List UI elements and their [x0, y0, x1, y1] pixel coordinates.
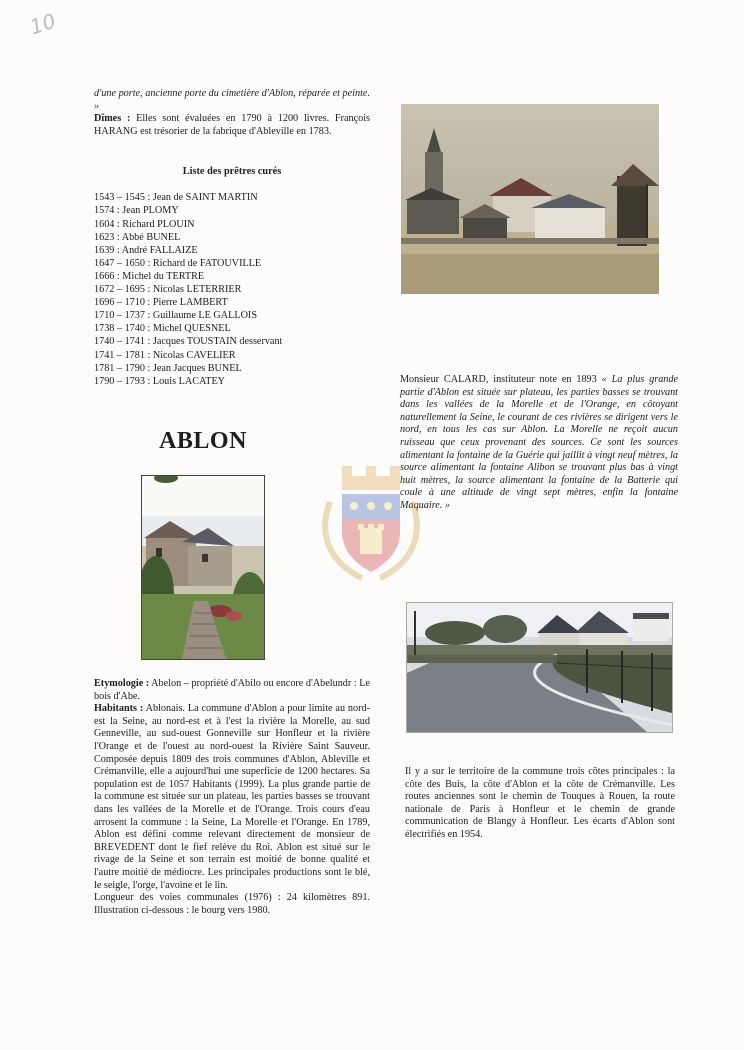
priest-entry: 1672 – 1695 : Nicolas LETERRIER [94, 284, 242, 296]
church-photo [401, 104, 659, 294]
calard-paragraph [400, 374, 678, 513]
priest-entry: 1543 – 1545 : Jean de SAINT MARTIN [94, 192, 258, 204]
priest-entry: 1781 – 1790 : Jean Jacques BUNEL [94, 362, 242, 374]
house-garden-photo [141, 475, 265, 660]
priest-entry: 1574 : Jean PLOMY [94, 205, 179, 217]
habitants-text: Ablonais. La commune d'Ablon a pour limite au nord-est la Seine, au nord-est et à l'est la rivière la Morelle, au sud Genneville, au sud-ouest Gonneville sur Honfleur et la rivière l'Orange et de l'ouest au nord-ouest la Rivière Saint Sauveur. Composée depuis 1809 des trois communes d'Ablon, Ableville et Crémanville, elle a aujourd'hui une superficie de 1200 hectares. Sa population est de 1057 Habitants (1999). La plus grande partie de la commune est située sur un plateau, les parties basses se trouvant dans les vallées de la Morelle et de l'Orange. Trois cours d'eau arrosent la commune : la Seine, La Morelle et l'Orange. En 1789, Ablon est défini comme relevant directement de monsieur de BREVEDENT dont le fief relève du Roi. Ablon est situé sur le rivage de la Seine et son terrain est moitié de bonne qualité et l'autre moitié de médiocre. Les principales productions sont le blé, le seigle, l'orge, l'avoine et le lin. [94, 703, 371, 891]
etymologie-paragraph [94, 678, 370, 703]
calard-quote: « La plus grande partie d'Ablon est située sur plateau, les parties basses se trouvant dans les vallées de la Morelle et de l'Orange, en côtoyant naturellement la Seine, le courant de ces rivières se dirigent vers le nord, en tous les cas sur Ablon. La Morelle ne reçoit aucun ruisseau que ceux provenant des sources. Ce sont les sources alimentant la fontaine de la Guérie qui jaillit à vingt neuf mètres, la source alimentant la fontaine Alibon se trouvant plus bas à vingt huit mètres, la source alimentant la fontaine de la Batterie qui coule à une altitude de vingt sept mètres, enfin la fontaine Maquaire. » [400, 374, 678, 511]
right-column-calard [400, 374, 678, 513]
habitants-label: Habitants : [94, 703, 144, 715]
etymologie-label: Etymologie : [94, 678, 150, 689]
longueur-paragraph: Longueur des voies communales (1976) : 24 kilomètres 891. Illustration ci-dessous : le bourg vers 1980. [94, 892, 370, 916]
priests-list-title: Liste des prêtres curés [182, 166, 282, 178]
right-column-cotes [405, 766, 675, 842]
priests-list [94, 191, 370, 387]
left-column-bottom [94, 678, 370, 917]
calard-intro: Monsieur CALARD, instituteur note en 1893 [400, 374, 602, 385]
etymologie-text: Abelon – propriété d'Abilo ou encore d'Abelundr : Le bois d'Abe. [94, 678, 370, 702]
cotes-paragraph: Il y a sur le territoire de la commune trois côtes principales : la côte des Buis, la côte d'Ablon et la côte de Crémanville. Les routes anciennes sont le chemin de Touques à Rouen, la route nationale de Paris à Honfleur et le chemin de grande communication de Blangy à Honfleur. Les écarts d'Ablon sont électrifiés en 1954. [405, 766, 675, 840]
priest-entry: 1790 – 1793 : Louis LACATEY [94, 375, 226, 387]
priest-entry: 1710 – 1737 : Guillaume LE GALLOIS [94, 310, 257, 322]
village-road-photo [406, 602, 673, 733]
habitants-paragraph [94, 703, 370, 892]
priest-entry: 1623 : Abbé BUNEL [94, 231, 181, 243]
page-number: 10 [26, 8, 59, 40]
priest-entry: 1696 – 1710 : Pierre LAMBERT [94, 297, 228, 309]
section-title: ABLON [159, 428, 247, 454]
priest-entry: 1741 – 1781 : Nicolas CAVELIER [94, 349, 236, 361]
priest-entry: 1647 – 1650 : Richard de FATOUVILLE [94, 257, 262, 269]
priest-entry: 1604 : Richard PLOUIN [94, 218, 195, 230]
dimes-text: Elles sont évaluées en 1790 à 1200 livres. François HARANG est trésorier de la fabrique d'Ableville en 1783. [94, 113, 370, 137]
intro-quote: d'une porte, ancienne porte du cimetière d'Ablon, réparée et peinte. » [94, 88, 370, 112]
left-column-top [94, 88, 370, 388]
coat-of-arms-watermark [318, 462, 424, 589]
priest-entry: 1639 : André FALLAIZE [94, 244, 198, 256]
priest-entry: 1666 : Michel du TERTRE [94, 270, 205, 282]
priest-entry: 1738 – 1740 : Michel QUESNEL [94, 323, 231, 335]
dimes-label: Dîmes : [94, 113, 131, 125]
dimes-paragraph [94, 113, 370, 138]
priest-entry: 1740 – 1741 : Jacques TOUSTAIN desservant [94, 336, 283, 348]
